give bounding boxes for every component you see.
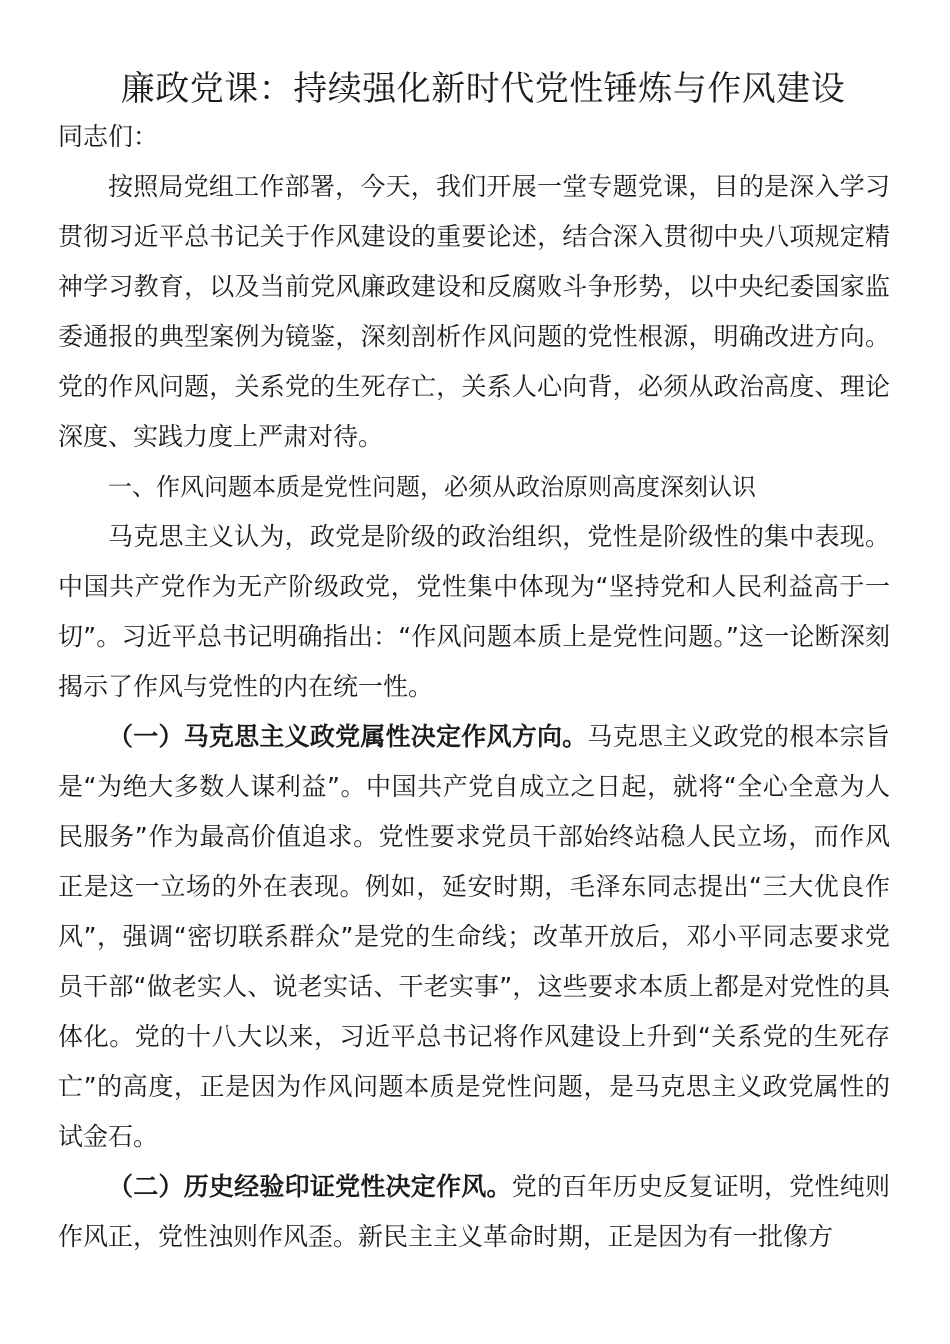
subsection-2-text: 党的百年历史反复证明，党性纯则作风正，党性浊则作风歪。新民主主义革命时期，正是因为有一批像方 [58,1172,890,1251]
subsection-1-heading: （一）马克思主义政党属性决定作风方向。 [108,722,588,751]
subsection-1-text: 马克思主义政党的根本宗旨是“为绝大多数人谋利益”。中国共产党自成立之日起，就将“全心全意为人民服务”作为最高价值追求。党性要求党员干部始终站稳人民立场，而作风正是这一立场的外在表现。例如，延安时期，毛泽东同志提出“三大优良作风”，强调“密切联系群众”是党的生命线；改革开放后，邓小平同志要求党员干部“做老实人、说老实话、干老实事”，这些要求本质上都是对党性的具体化。党的十八大以来，习近平总书记将作风建设上升到“关系党的生死存亡”的高度，正是因为作风问题本质是党性问题，是马克思主义政党属性的试金石。 [58,722,890,1151]
subsection-2-heading: （二）历史经验印证党性决定作风。 [108,1172,512,1201]
salutation: 同志们： [58,122,159,151]
section-heading-1: 一、作风问题本质是党性问题，必须从政治原则高度深刻认识 [108,473,756,501]
document-title: 廉政党课：持续强化新时代党性锤炼与作风建设 [120,69,846,109]
section-1-paragraph: 马克思主义认为，政党是阶级的政治组织，党性是阶级性的集中表现。中国共产党作为无产阶级政党，党性集中体现为“坚持党和人民利益高于一切”。习近平总书记明确指出：“作风问题本质上是党性问题。”这一论断深刻揭示了作风与党性的内在统一性。 [58,522,890,701]
intro-paragraph: 按照局党组工作部署，今天，我们开展一堂专题党课，目的是深入学习贯彻习近平总书记关于作风建设的重要论述，结合深入贯彻中央八项规定精神学习教育，以及当前党风廉政建设和反腐败斗争形势，以中央纪委国家监委通报的典型案例为镜鉴，深刻剖析作风问题的党性根源，明确改进方向。党的作风问题，关系党的生死存亡，关系人心向背，必须从政治高度、理论深度、实践力度上严肃对待。 [58,172,890,451]
document-page [58,62,890,1262]
subsection-2-paragraph [58,1162,890,1262]
subsection-1-paragraph [58,712,890,1162]
